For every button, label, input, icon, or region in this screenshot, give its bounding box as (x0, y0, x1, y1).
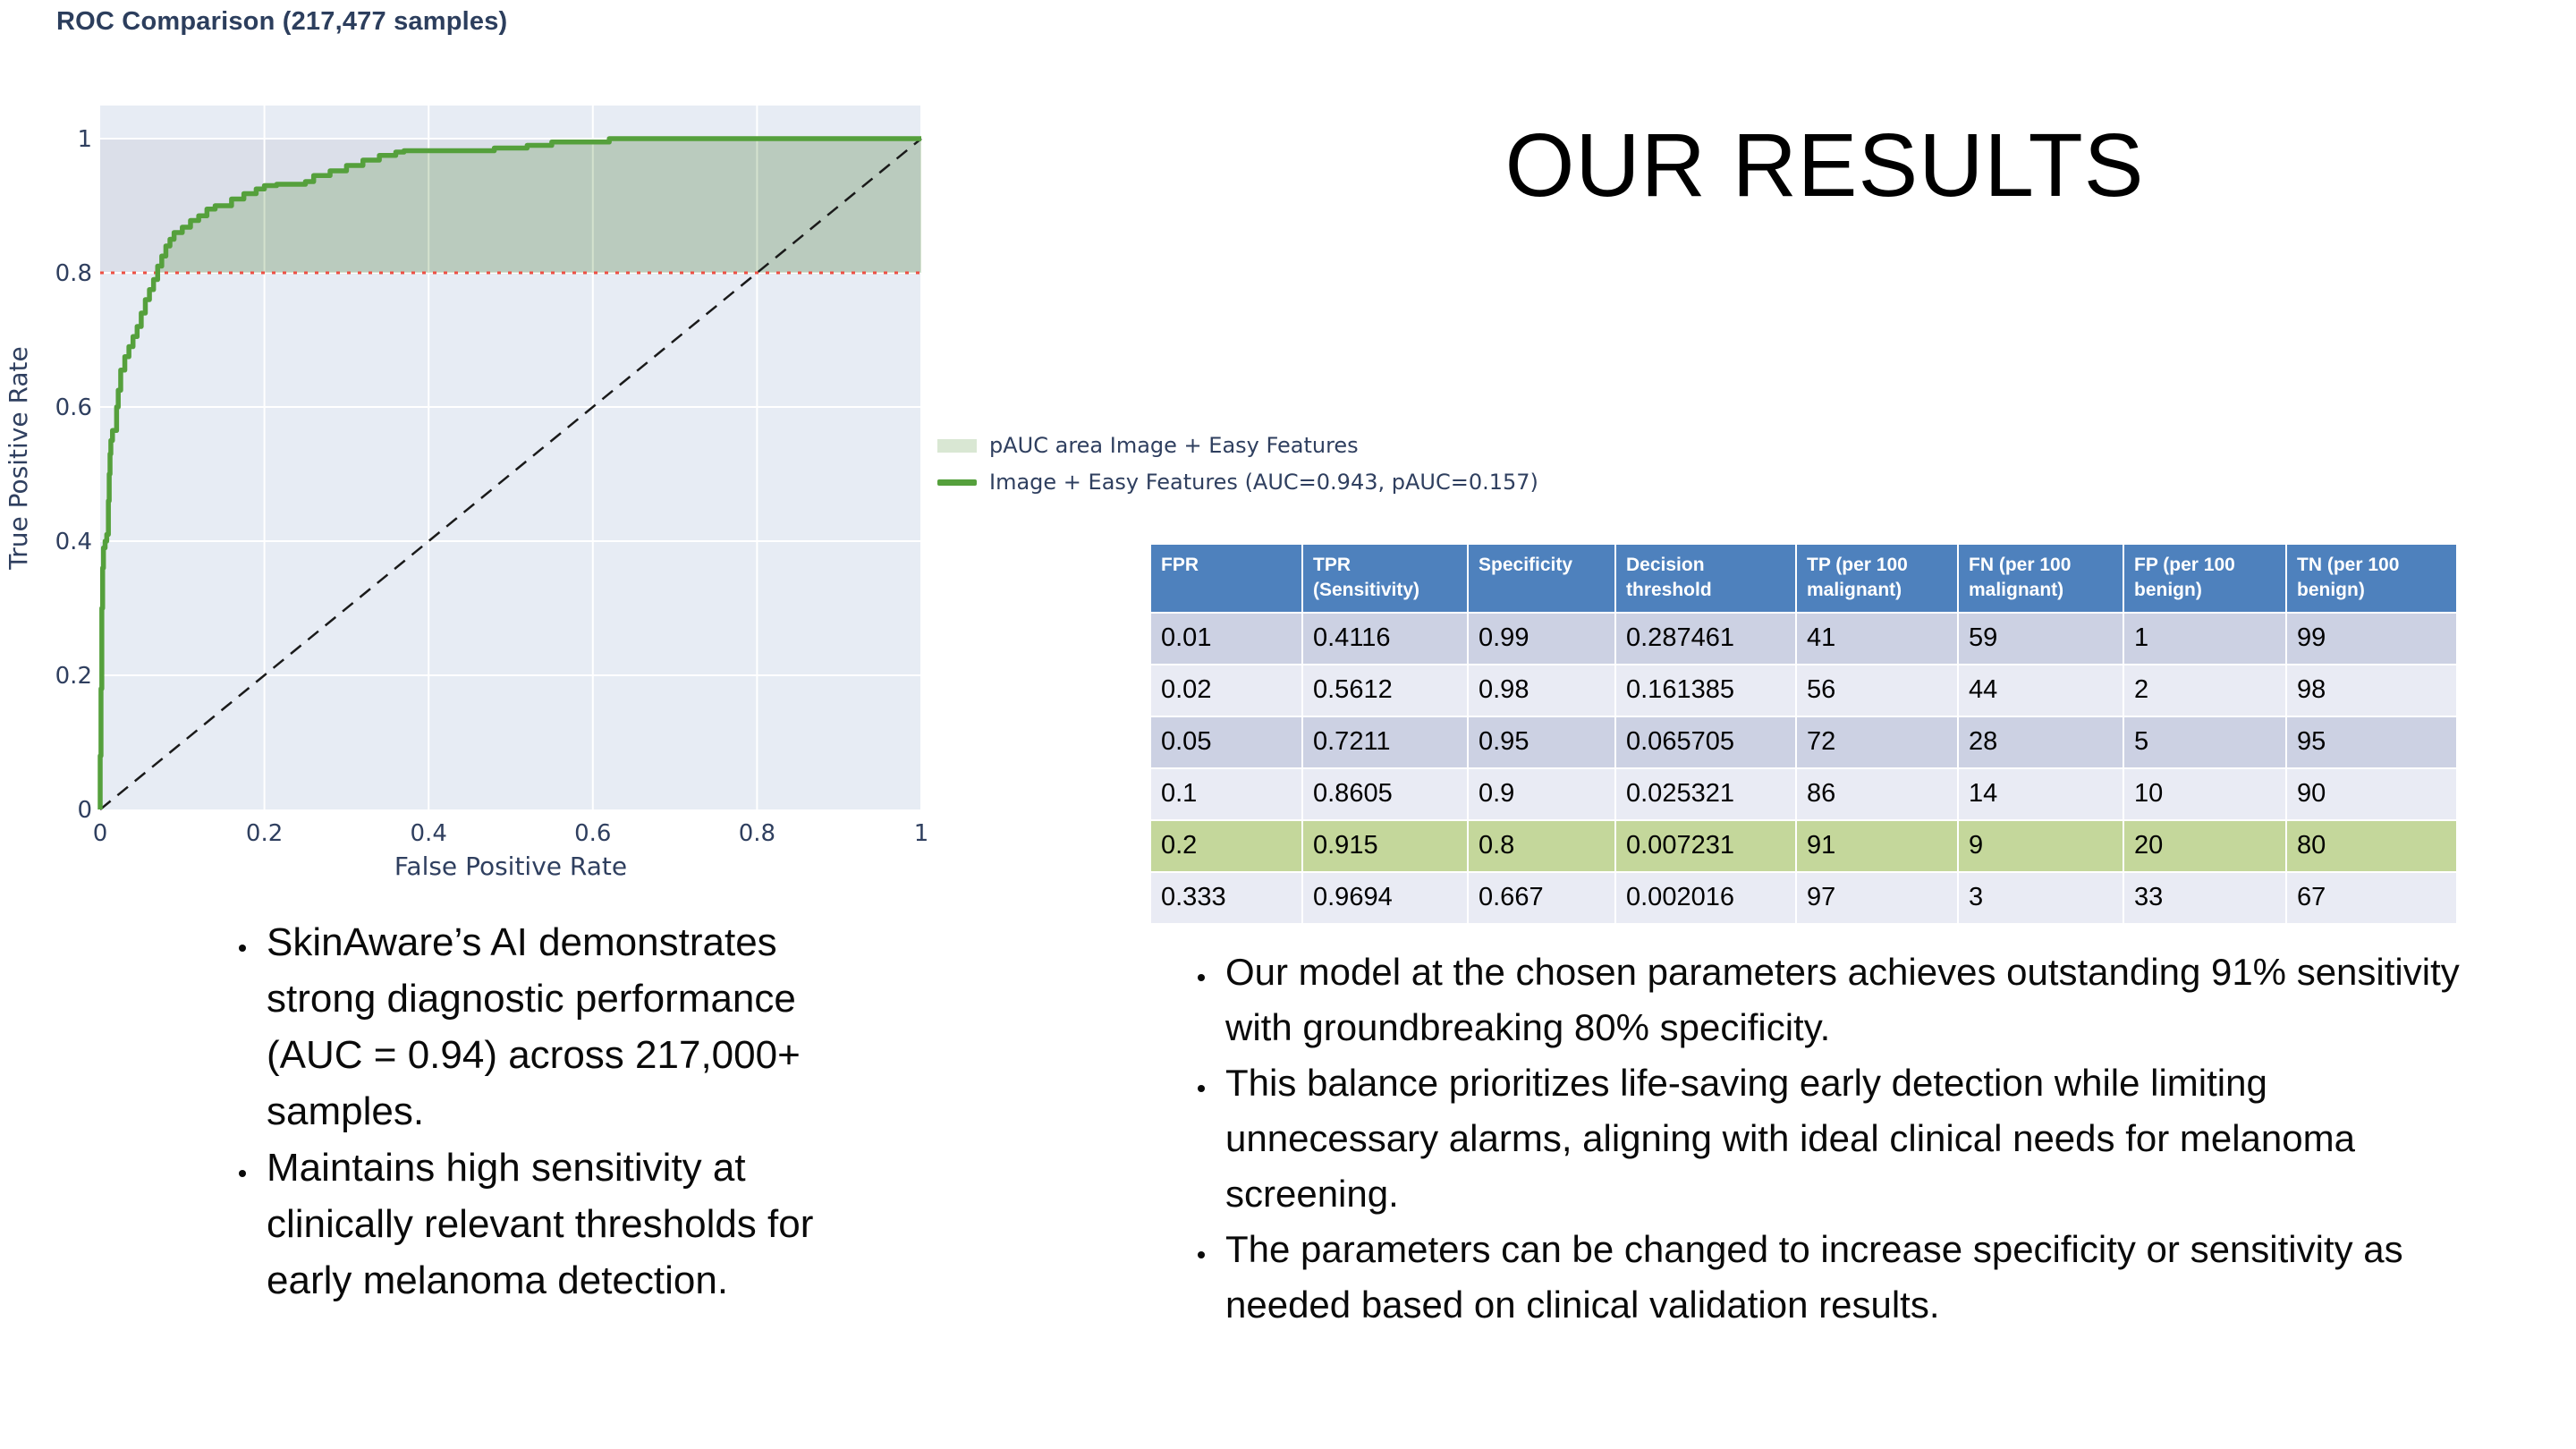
y-tick-label: 0.8 (55, 260, 92, 287)
bullet-item: • This balance prioritizes life-saving early detection while limiting unnecessary alarms, aligning with ideal clinical needs for melanoma screening. (1218, 1055, 2470, 1222)
table-header-row (1151, 545, 2456, 612)
table-cell: 0.287461 (1616, 614, 1795, 664)
table-cell: 0.915 (1303, 821, 1467, 871)
table-cell: 86 (1797, 769, 1957, 819)
y-tick-label: 0.6 (55, 394, 92, 421)
table-header-cell: Decision threshold (1616, 545, 1795, 612)
table-header-cell: TPR (Sensitivity) (1303, 545, 1467, 612)
table-cell: 0.002016 (1616, 873, 1795, 923)
bullet-item: • Our model at the chosen parameters achieves outstanding 91% sensitivity with groundbreaking 80% specificity. (1218, 945, 2470, 1055)
table-cell: 72 (1797, 717, 1957, 767)
table-cell: 0.333 (1151, 873, 1301, 923)
table-cell: 0.8605 (1303, 769, 1467, 819)
x-axis-title: False Positive Rate (394, 852, 628, 881)
table-cell: 56 (1797, 665, 1957, 716)
table-header-cell: TN (per 100 benign) (2287, 545, 2456, 612)
table-cell: 0.9694 (1303, 873, 1467, 923)
table-cell: 0.5612 (1303, 665, 1467, 716)
table-cell: 80 (2287, 821, 2456, 871)
table-row (1151, 717, 2456, 767)
table-header-cell: Specificity (1469, 545, 1614, 612)
y-axis-title: True Positive Rate (4, 346, 33, 570)
table-row (1151, 614, 2456, 664)
table-cell: 9 (1959, 821, 2123, 871)
x-tick-label: 0.8 (738, 820, 776, 847)
table-cell: 44 (1959, 665, 2123, 716)
table-cell: 0.98 (1469, 665, 1614, 716)
table-cell: 1 (2124, 614, 2285, 664)
table-cell: 0.1 (1151, 769, 1301, 819)
table-cell: 99 (2287, 614, 2456, 664)
table-cell: 0.4116 (1303, 614, 1467, 664)
table-cell: 0.7211 (1303, 717, 1467, 767)
table-header-cell: FP (per 100 benign) (2124, 545, 2285, 612)
table-cell: 97 (1797, 873, 1957, 923)
table-header-cell: FN (per 100 malignant) (1959, 545, 2123, 612)
table-cell: 0.9 (1469, 769, 1614, 819)
y-tick-label: 0 (77, 797, 92, 824)
table-cell: 59 (1959, 614, 2123, 664)
chart-title: ROC Comparison (217,477 samples) (56, 7, 508, 36)
table-cell: 20 (2124, 821, 2285, 871)
table-cell: 67 (2287, 873, 2456, 923)
legend-item-pauc-area (937, 433, 1538, 458)
table-header-cell: FPR (1151, 545, 1301, 612)
table-cell: 0.161385 (1616, 665, 1795, 716)
table-row (1151, 769, 2456, 819)
y-tick-label: 0.4 (55, 529, 92, 555)
table-cell: 0.065705 (1616, 717, 1795, 767)
legend-label: pAUC area Image + Easy Features (989, 433, 1359, 458)
table-cell: 0.007231 (1616, 821, 1795, 871)
table-cell: 0.01 (1151, 614, 1301, 664)
table-cell: 41 (1797, 614, 1957, 664)
bullet-item: • SkinAware’s AI demonstrates strong diagnostic performance (AUC = 0.94) across 217,000+ samples. (259, 914, 886, 1140)
right-bullet-list (1163, 945, 2470, 1333)
legend-item-roc-line (937, 470, 1538, 495)
table-cell: 91 (1797, 821, 1957, 871)
results-title: OUR RESULTS (1504, 115, 2145, 216)
left-bullet-list (204, 914, 886, 1309)
bullet-item: • Maintains high sensitivity at clinically relevant thresholds for early melanoma detection. (259, 1140, 886, 1309)
table-cell: 2 (2124, 665, 2285, 716)
table-cell: 0.667 (1469, 873, 1614, 923)
table-cell: 5 (2124, 717, 2285, 767)
table-cell: 14 (1959, 769, 2123, 819)
chart-legend (937, 433, 1538, 495)
legend-area-swatch-icon (937, 439, 977, 453)
table-cell: 0.99 (1469, 614, 1614, 664)
table-cell: 98 (2287, 665, 2456, 716)
table-row-highlighted (1151, 821, 2456, 871)
y-tick-label: 1 (77, 126, 92, 153)
x-tick-label: 1 (913, 820, 929, 847)
table-cell: 33 (2124, 873, 2285, 923)
legend-label: Image + Easy Features (AUC=0.943, pAUC=0.157) (989, 470, 1538, 495)
table-cell: 0.8 (1469, 821, 1614, 871)
table-row (1151, 665, 2456, 716)
table-cell: 0.025321 (1616, 769, 1795, 819)
table-header-cell: TP (per 100 malignant) (1797, 545, 1957, 612)
table-row (1151, 873, 2456, 923)
table-cell: 0.05 (1151, 717, 1301, 767)
x-tick-label: 0.2 (245, 820, 284, 847)
table-cell: 0.02 (1151, 665, 1301, 716)
legend-line-swatch-icon (937, 479, 977, 486)
table-cell: 3 (1959, 873, 2123, 923)
x-tick-label: 0.4 (410, 820, 447, 847)
table-cell: 10 (2124, 769, 2285, 819)
x-tick-label: 0 (92, 820, 108, 847)
metrics-table (1149, 543, 2458, 925)
x-tick-label: 0.6 (574, 820, 612, 847)
table-cell: 0.2 (1151, 821, 1301, 871)
bullet-item: • The parameters can be changed to increase specificity or sensitivity as needed based on clinical validation results. (1218, 1222, 2470, 1333)
roc-chart (0, 89, 948, 894)
table-cell: 90 (2287, 769, 2456, 819)
y-tick-label: 0.2 (55, 663, 92, 690)
table-cell: 0.95 (1469, 717, 1614, 767)
table-cell: 95 (2287, 717, 2456, 767)
table-cell: 28 (1959, 717, 2123, 767)
